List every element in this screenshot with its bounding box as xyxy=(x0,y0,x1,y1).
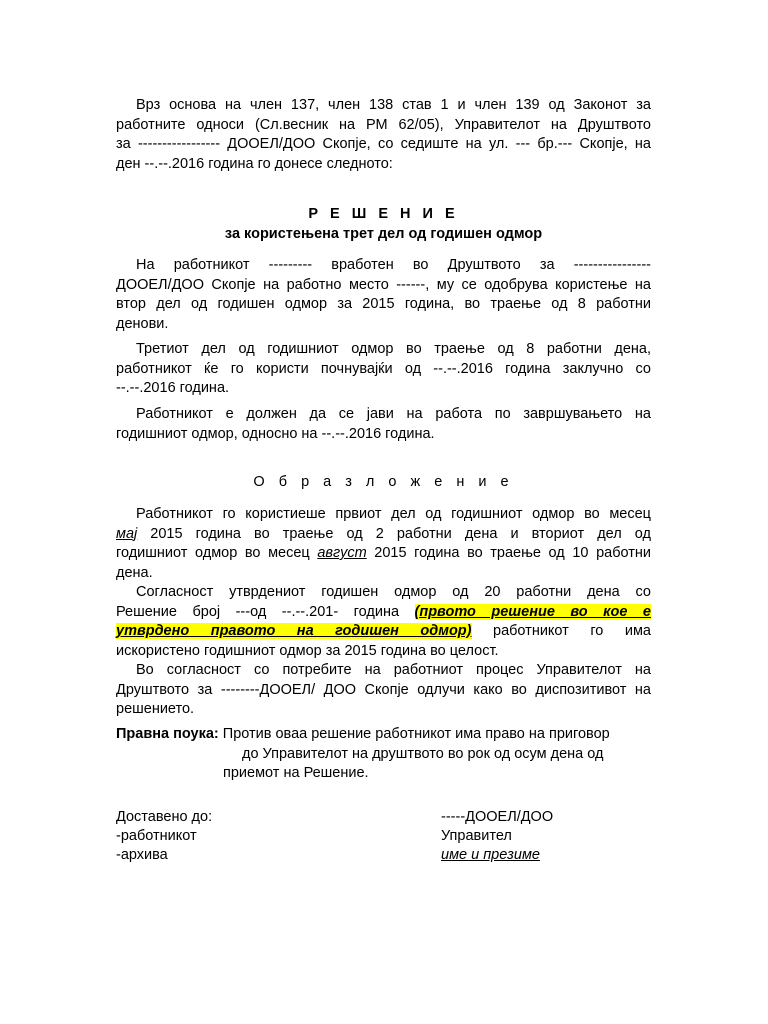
paragraph-line: Во согласност со потребите на работниот процес Управителот на xyxy=(136,662,651,678)
paragraph-line: Работникот е должен да се јави на работа по завршувањето на xyxy=(136,406,651,422)
paragraph-line: Работникот го користиеше првиот дел од годишниот одмор во месец xyxy=(136,506,651,522)
paragraph-line: годишниот одмор, односно на --.--.2016 година. xyxy=(116,425,435,442)
signatory-role: Управител xyxy=(441,828,512,844)
recipient-archive: -архива xyxy=(116,847,168,863)
paragraph-line: Согласност утврдениот годишен одмор од 20 работни дена со xyxy=(136,584,651,600)
legal-notice-text: до Управителот на друштвото во рок од осум дена од xyxy=(242,745,604,762)
recipient-employee: -работникот xyxy=(116,828,197,844)
legal-notice-label: Правна поука: xyxy=(116,726,219,742)
decision-paragraph-2 xyxy=(116,340,651,399)
paragraph-line: решението. xyxy=(116,701,195,717)
signature-block xyxy=(441,808,553,865)
paragraph-line: ДООЕЛ/ДОО Скопје на работно место ------, му се одобрува користење на xyxy=(116,276,651,293)
paragraph-line: денови. xyxy=(116,315,169,332)
delivered-to-label: Доставено до: xyxy=(116,809,213,825)
title-block xyxy=(116,205,651,244)
decision-paragraph-3 xyxy=(116,405,651,444)
paragraph-line: Решение број ---од --.--.201- година (првото решение во кое е xyxy=(116,603,651,620)
highlighted-note: утврдено правото на годишен одмор) xyxy=(116,623,472,639)
decision-paragraph-1 xyxy=(116,256,651,334)
reasoning-heading-block xyxy=(116,473,651,493)
month-may: мај xyxy=(116,525,138,542)
intro-line: работните односи (Сл.весник на РМ 62/05), Управителот на Друштвото xyxy=(116,116,651,133)
month-august: август xyxy=(317,545,367,561)
paragraph-line: --.--.2016 година. xyxy=(116,380,230,396)
paragraph-line: утврдено правото на годишен одмор) работникот го има xyxy=(116,623,651,639)
legal-notice xyxy=(116,725,651,784)
paragraph-line: Третиот дел од годишниот одмор во траење од 8 работни дена, xyxy=(136,341,651,357)
document-title: Р Е Ш Е Н И Е xyxy=(308,206,459,222)
reasoning-paragraph xyxy=(116,505,651,720)
legal-notice-text: Против оваа решение работникот има право на приговор xyxy=(218,726,610,742)
paragraph-line: дена. xyxy=(116,564,153,581)
paragraph-line: На работникот --------- вработен во Друштвото за ---------------- xyxy=(136,257,651,273)
paragraph-line: втор дел од годишен одмор за 2015 година, во траење од 8 работни xyxy=(116,296,651,312)
paragraph-line: искористено годишниот одмор за 2015 година во целост. xyxy=(116,642,499,659)
paragraph-line: работникот ќе го користи почнувајќи од --.--.2016 година заклучно со xyxy=(116,360,651,377)
company-name: -----ДООЕЛ/ДОО xyxy=(441,809,554,825)
intro-line: за ----------------- ДООЕЛ/ДОО Скопје, со седиште на ул. --- бр.--- Скопје, на xyxy=(116,136,651,152)
highlighted-note: (првото решение во кое е xyxy=(414,603,651,620)
paragraph-line: мај 2015 година во траење од 2 работни дена и вториот дел од xyxy=(116,525,651,542)
signatory-name: име и презиме xyxy=(441,847,540,863)
legal-notice-text: приемот на Решение. xyxy=(223,765,369,781)
reasoning-heading: О б р а з л о ж е н и е xyxy=(253,474,514,490)
paragraph-line: годишниот одмор во месец август 2015 година во траење од 10 работни xyxy=(116,545,651,561)
document-subtitle: за користењена трет дел од годишен одмор xyxy=(224,225,543,242)
intro-line: Врз основа на член 137, член 138 став 1 и член 139 од Законот за xyxy=(136,97,651,113)
intro-paragraph xyxy=(116,96,651,174)
delivered-to xyxy=(116,808,212,865)
intro-line: ден --.--.2016 година го донесе следното: xyxy=(116,155,393,172)
paragraph-line: Друштвото за --------ДООЕЛ/ ДОО Скопје одлучи како во диспозитивот на xyxy=(116,681,651,698)
